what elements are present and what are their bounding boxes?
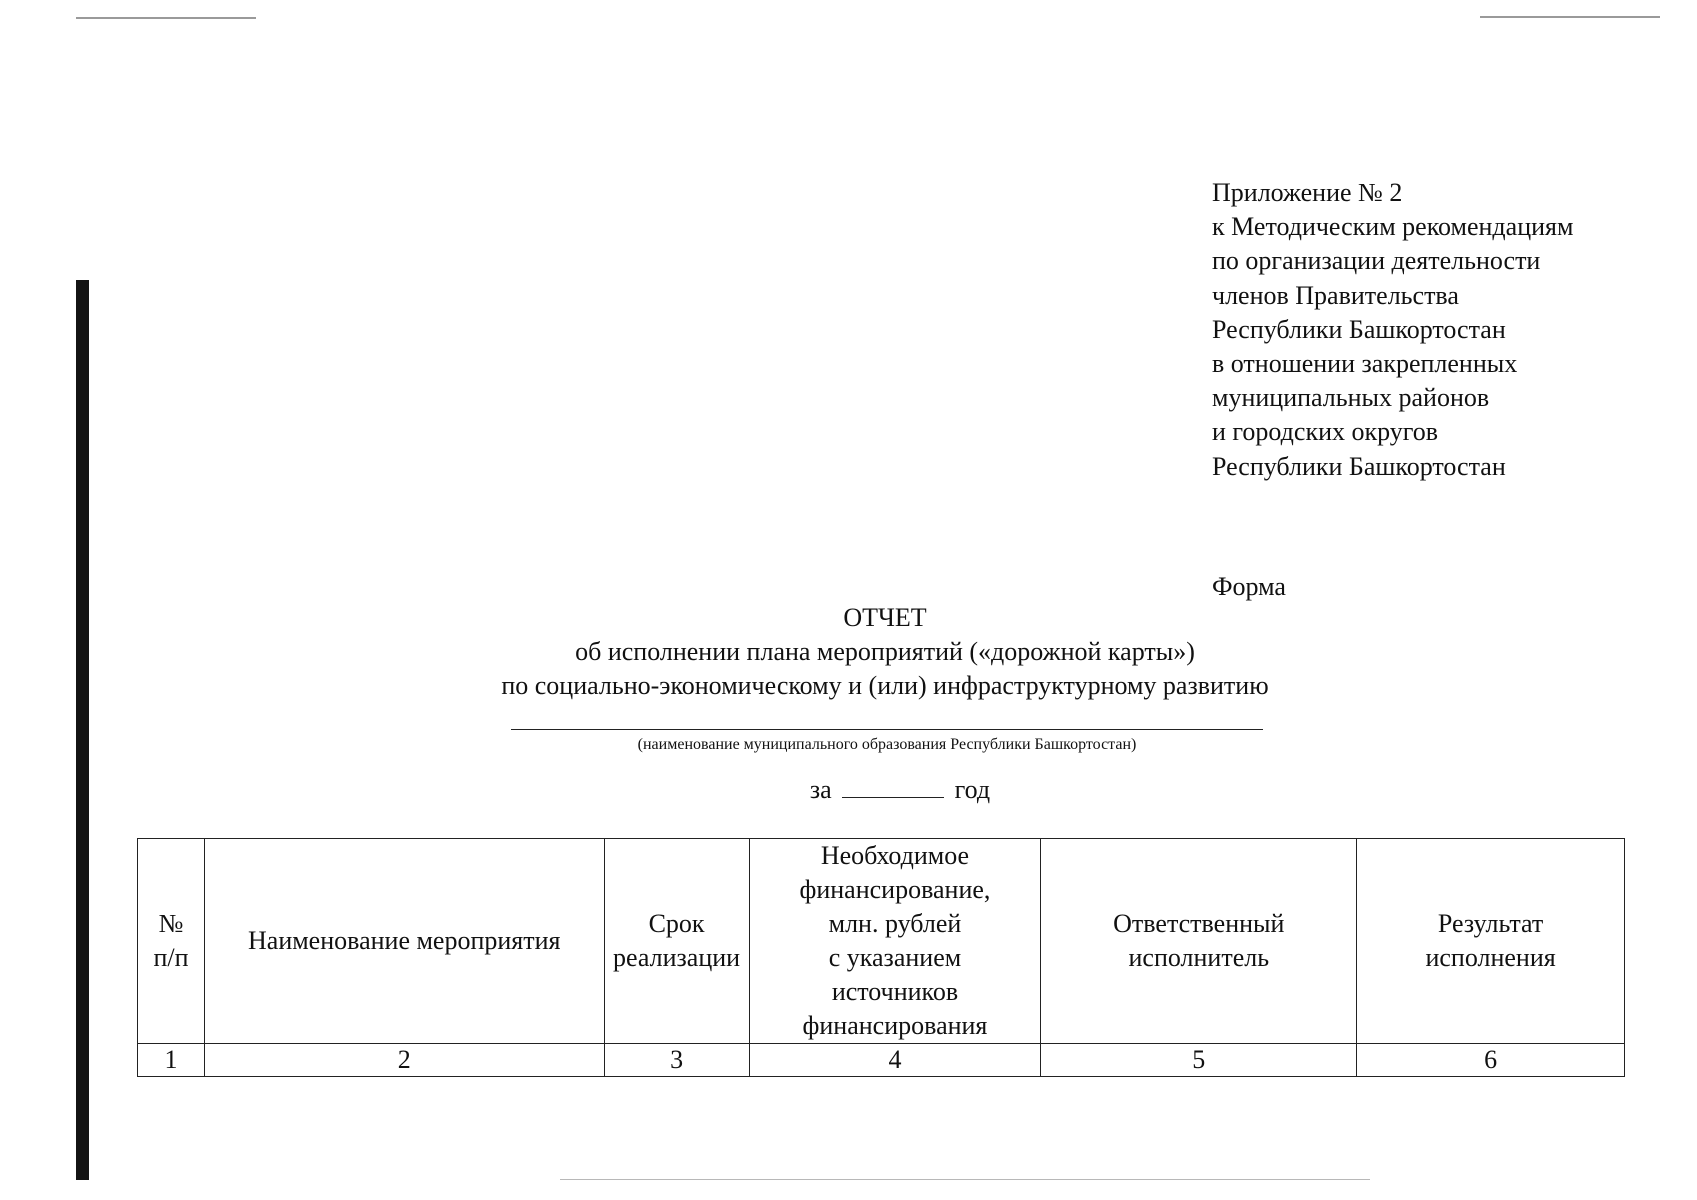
year-blank-line xyxy=(842,773,944,798)
year-suffix: год xyxy=(954,775,991,804)
scan-edge-bottom xyxy=(560,1179,1370,1180)
column-number-cell: 3 xyxy=(604,1044,749,1077)
appendix-line: по организации деятельности xyxy=(1212,246,1541,276)
appendix-line: муниципальных районов xyxy=(1212,383,1490,413)
report-subtitle-line-1: об исполнении плана мероприятий («дорожной карты») xyxy=(575,637,1195,666)
column-number-cell: 4 xyxy=(749,1044,1041,1077)
appendix-line: Приложение № 2 xyxy=(1212,178,1403,207)
appendix-line: в отношении закрепленных xyxy=(1212,349,1518,379)
appendix-line: членов Правительства xyxy=(1212,280,1459,310)
scan-binding-shadow xyxy=(76,280,89,1180)
scan-edge-top-left xyxy=(76,17,256,19)
form-label: Форма xyxy=(1212,572,1286,601)
column-number-cell: 5 xyxy=(1041,1044,1357,1077)
municipality-caption: (наименование муниципального образования Республики Башкортостан) xyxy=(637,736,1137,753)
report-title-block xyxy=(360,601,1410,703)
header-cell-responsible: Ответственный исполнитель xyxy=(1041,839,1357,1044)
table-header-row xyxy=(138,839,1625,1044)
column-number-cell: 1 xyxy=(138,1044,205,1077)
appendix-line: к Методическим рекомендациям xyxy=(1212,212,1574,242)
scan-edge-top-right xyxy=(1480,16,1660,18)
year-row xyxy=(700,773,1100,807)
header-cell-financing: Необходимое финансирование, млн. рублей с указанием источников финансирования xyxy=(749,839,1041,1044)
report-heading: ОТЧЕТ xyxy=(843,603,927,632)
appendix-block xyxy=(1212,176,1573,484)
column-number-cell: 6 xyxy=(1357,1044,1625,1077)
header-cell-deadline: Срок реализации xyxy=(604,839,749,1044)
appendix-line: и городских округов xyxy=(1212,417,1439,447)
column-number-cell: 2 xyxy=(204,1044,604,1077)
report-table xyxy=(137,838,1625,1077)
year-prefix: за xyxy=(809,775,832,804)
appendix-line: Республики Башкортостан xyxy=(1212,314,1506,344)
municipality-name-line xyxy=(511,729,1263,730)
report-subtitle-line-2: по социально-экономическому и (или) инфраструктурному развитию xyxy=(501,671,1269,700)
header-cell-result: Результат исполнения xyxy=(1357,839,1625,1044)
table-row xyxy=(138,1044,1625,1077)
appendix-line: Республики Башкортостан xyxy=(1212,451,1506,481)
header-cell-activity-name: Наименование мероприятия xyxy=(204,839,604,1044)
header-cell-number: № п/п xyxy=(138,839,205,1044)
